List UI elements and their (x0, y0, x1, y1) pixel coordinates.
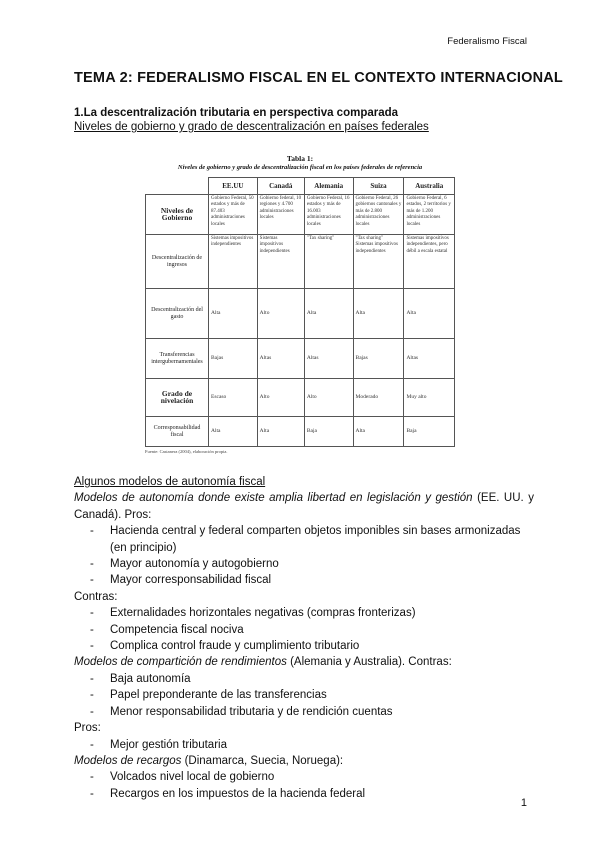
table-cell: Sistemas impositivos independientes, pero débil a escala estatal (404, 235, 455, 289)
table-cell: "Tax sharing" Sistemas impositivos independientes (353, 235, 404, 289)
table-cell: "Tax sharing" (304, 235, 353, 289)
list-item: - Mayor corresponsabilidad fiscal (90, 574, 272, 587)
page-title: TEMA 2: FEDERALISMO FISCAL EN EL CONTEXTO INTERNACIONAL (74, 70, 563, 86)
row-header: Transferencias intergubernamentales (146, 339, 209, 379)
models-section (74, 474, 534, 802)
row-header: Corresponsabilidad fiscal (146, 417, 209, 447)
table-row (146, 195, 455, 235)
list-item: - Mejor gestión tributaria (90, 738, 227, 751)
table-figure (145, 154, 455, 454)
row-header: Grado de nivelación (146, 379, 209, 417)
table-cell: Alta (353, 289, 404, 339)
model-1-intro (74, 490, 534, 523)
col-header: Canadá (257, 178, 304, 195)
table-cell: Sistemas impositivos independientes (257, 235, 304, 289)
table-cell: Altas (257, 339, 304, 379)
running-header: Federalismo Fiscal (447, 36, 527, 47)
col-header: Alemania (304, 178, 353, 195)
table-cell: Baja (404, 417, 455, 447)
list-item: - Recargos en los impuestos de la hacienda federal (90, 787, 366, 800)
row-header: Descentralización del gasto (146, 289, 209, 339)
col-header: Suiza (353, 178, 404, 195)
model-2-title: Modelos de compartición de rendimientos (74, 656, 287, 669)
table-cell: Altas (304, 339, 353, 379)
table-cell: Altas (404, 339, 455, 379)
list-item: - Hacienda central y federal comparten objetos imponibles sin bases armonizadas (en principio) (90, 525, 521, 554)
table-cell: Muy alto (404, 379, 455, 417)
table-row (146, 339, 455, 379)
model-1-rest: (EE. UU. y Canadá). Pros: (74, 492, 534, 521)
table-cell: Gobierno Federal, 6 estados, 2 territorios y más de 1.200 administraciones locales (404, 195, 455, 235)
col-header: EE.UU (209, 178, 258, 195)
table-cell: Gobierno Federal, 50 estados y más de 87.403 administraciones locales (209, 195, 258, 235)
model-3-intro (74, 753, 534, 769)
section-heading: 1.La descentralización tributaria en perspectiva comparada (74, 107, 399, 119)
row-header: Niveles de Gobierno (146, 195, 209, 235)
table-cell: Alto (257, 289, 304, 339)
table-cell: Alta (209, 289, 258, 339)
list-item: - Externalidades horizontales negativas (compras fronterizas) (90, 607, 416, 620)
model-1-title: Modelos de autonomía donde existe amplia libertad en legislación y gestión (74, 492, 473, 505)
table-header-row (146, 178, 455, 195)
list-item: - Mayor autonomía y autogobierno (90, 558, 279, 571)
model-2-intro (74, 654, 534, 670)
table-cell: Moderado (353, 379, 404, 417)
table-cell: Alta (257, 417, 304, 447)
list-item: - Baja autonomía (90, 672, 191, 685)
contras-label: Contras: (74, 590, 118, 603)
table-cell: Alta (404, 289, 455, 339)
table-cell: Gobierno federal, 10 regiones y 4.700 administraciones locales (257, 195, 304, 235)
table-cell: Gobierno Federal, 26 gobiernos cantonales y más de 2.800 administraciones locales (353, 195, 404, 235)
table-caption-title: Niveles de gobierno y grado de descentralización fiscal en los países federales de referencia (177, 164, 423, 171)
list-item: - Competencia fiscal nociva (90, 623, 244, 636)
list-item: - Menor responsabilidad tributaria y de rendición cuentas (90, 705, 393, 718)
table-caption-number: Tabla 1: (286, 154, 314, 163)
model-2-rest: (Alemania y Australia). Contras: (286, 656, 452, 669)
table-cell: Gobierno Federal, 16 estados y más de 16.003 administraciones locales (304, 195, 353, 235)
table-source: Fuente: Castanera (2004), elaboración propia. (145, 449, 228, 454)
list-item: - Papel preponderante de las transferencias (90, 689, 327, 702)
table-cell: Alta (353, 417, 404, 447)
model-3-rest: (Dinamarca, Suecia, Noruega): (181, 754, 344, 767)
table-cell: Escaso (209, 379, 258, 417)
table-cell: Alto (257, 379, 304, 417)
table-corner (146, 178, 209, 195)
col-header: Australia (404, 178, 455, 195)
federalism-table (145, 177, 455, 447)
table-cell: Bajas (209, 339, 258, 379)
list-item: - Volcados nivel local de gobierno (90, 771, 275, 784)
table-row (146, 235, 455, 289)
table-cell: Baja (304, 417, 353, 447)
table-row (146, 379, 455, 417)
model-3-title: Modelos de recargos (74, 754, 182, 767)
models-heading: Algunos modelos de autonomía fiscal (74, 476, 266, 488)
table-cell: Alta (304, 289, 353, 339)
page-number: 1 (520, 797, 527, 809)
table-cell: Alto (304, 379, 353, 417)
table-row (146, 289, 455, 339)
pros-label: Pros: (74, 722, 101, 735)
table-row (146, 417, 455, 447)
table-cell: Bajas (353, 339, 404, 379)
row-header: Descentralización de ingresos (146, 235, 209, 289)
list-item: - Complica control fraude y cumplimiento tributario (90, 640, 360, 653)
table-cell: Sistemas impositivos independientes (209, 235, 258, 289)
section-subheading: Niveles de gobierno y grado de descentralización en países federales (74, 121, 429, 133)
table-cell: Alta (209, 417, 258, 447)
